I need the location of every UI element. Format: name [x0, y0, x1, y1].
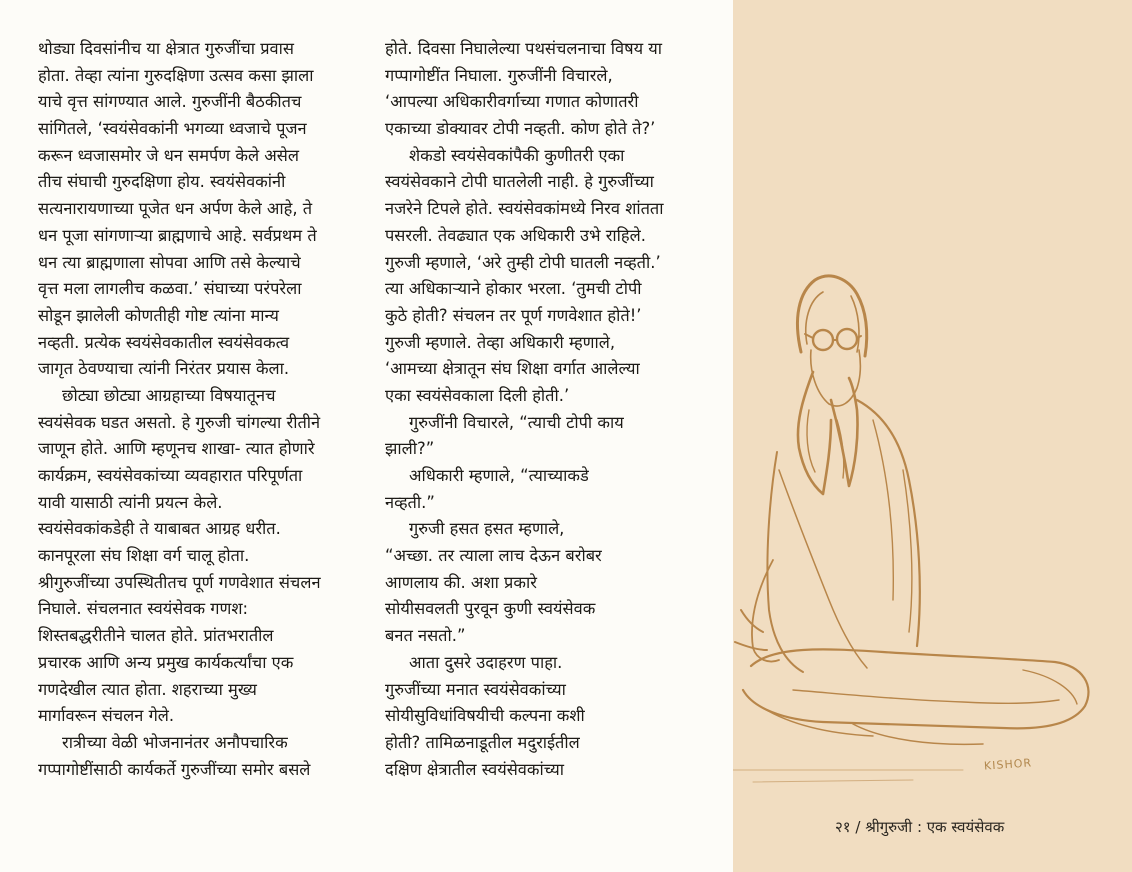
text-line: नव्हती.”: [385, 492, 435, 512]
text-line: होते. दिवसा निघालेल्या पथसंचलनाचा विषय या: [385, 39, 663, 58]
page-footer: [835, 817, 1004, 837]
text-line: आणलाय की. अशा प्रकारे: [385, 572, 537, 592]
text-line: अधिकारी म्हणाले, “त्याच्याकडे: [409, 466, 589, 485]
text-line: “अच्छा. तर त्याला लाच देऊन बरोबर: [385, 546, 602, 566]
text-line: स्वयंसेवकाने टोपी घातलेली नाही. हे गुरुजींच्या: [385, 172, 654, 192]
text-line: थोड्या दिवसांनीच या क्षेत्रात गुरुजींचा प्रवास: [38, 39, 294, 58]
text-line: सांगितले, ‘स्वयंसेवकांनी भगव्या ध्वजाचे पूजन: [38, 119, 307, 139]
text-line: कुठे होती? संचलन तर पूर्ण गणवेशात होते!’: [385, 305, 642, 325]
text-line: करून ध्वजासमोर जे धन समर्पण केले असेल: [38, 145, 299, 165]
text-line: याचे वृत्त सांगण्यात आले. गुरुजींनी बैठकीतच: [38, 92, 302, 112]
text-line: रात्रीच्या वेळी भोजनानंतर अनौपचारिक: [62, 732, 288, 752]
text-line: तीच संघाची गुरुदक्षिणा होय. स्वयंसेवकांनी: [38, 172, 286, 192]
text-line: निघाले. संचलनात स्वयंसेवक गणश:: [38, 599, 249, 619]
text-line: सोयीसवलती पुरवून कुणी स्वयंसेवक: [385, 599, 596, 619]
text-line: आता दुसरे उदाहरण पाहा.: [409, 652, 563, 672]
text-line: गप्पागोष्टींसाठी कार्यकर्ते गुरुजींच्या समोर बसले: [38, 759, 311, 779]
text-line: पसरली. तेवढ्यात एक अधिकारी उभे राहिले.: [385, 225, 646, 245]
text-line: गुरुजींच्या मनात स्वयंसेवकांच्या: [385, 679, 566, 699]
text-line: ‘आपल्या अधिकारीवर्गाच्या गणात कोणातरी: [385, 92, 639, 112]
text-line: दक्षिण क्षेत्रातील स्वयंसेवकांच्या: [385, 759, 564, 779]
text-line: छोट्या छोट्या आग्रहाच्या विषयातूनच: [62, 385, 276, 405]
text-line: एकाच्या डोक्यावर टोपी नव्हती. कोण होते ते?’: [385, 119, 656, 139]
text-line: झाली?”: [385, 439, 435, 459]
text-line: गुरुजी हसत हसत म्हणाले,: [409, 519, 565, 539]
text-line: गुरुजी म्हणाले. तेव्हा अधिकारी म्हणाले,: [385, 332, 616, 352]
text-line: एका स्वयंसेवकाला दिली होती.’: [385, 385, 570, 405]
artist-signature: KISHOR: [983, 756, 1033, 773]
text-line: धन त्या ब्राह्मणाला सोपवा आणि तसे केल्याचे: [38, 252, 301, 272]
text-line: श्रीगुरुजींच्या उपस्थितीतच पूर्ण गणवेशात संचलन: [38, 572, 321, 592]
text-line: बनत नसतो.”: [385, 626, 466, 646]
text-line: गुरुजी म्हणाले, ‘अरे तुम्ही टोपी घातली नव्हती.’: [385, 252, 661, 272]
text-line: प्रचारक आणि अन्य प्रमुख कार्यकर्त्यांचा एक: [38, 652, 294, 672]
left-text-column: [38, 36, 383, 783]
text-line: गणदेखील त्यात होता. शहराच्या मुख्य: [38, 679, 257, 699]
text-line: गुरुजींनी विचारले, “त्याची टोपी काय: [409, 412, 624, 432]
text-line: सोयीसुविधांविषयीची कल्पना कशी: [385, 706, 585, 726]
text-line: होता. तेव्हा त्यांना गुरुदक्षिणा उत्सव कसा झाला: [38, 65, 314, 85]
illustration-panel: [733, 0, 1132, 872]
text-line: जागृत ठेवण्याचा त्यांनी निरंतर प्रयास केला.: [38, 359, 290, 379]
text-line: स्वयंसेवकांकडेही ते याबाबत आग्रह धरीत.: [38, 519, 281, 539]
text-line: शिस्तबद्धरीतीने चालत होते. प्रांतभरातील: [38, 626, 274, 646]
text-line: नव्हती. प्रत्येक स्वयंसेवकातील स्वयंसेवकत्व: [38, 332, 290, 352]
text-line: जाणून होते. आणि म्हणूनच शाखा- त्यात होणारे: [38, 439, 315, 459]
text-line: वृत्त मला लागलीच कळवा.’ संघाच्या परंपरेला: [38, 279, 302, 299]
middle-text-column: [385, 36, 721, 783]
text-line: स्वयंसेवक घडत असतो. हे गुरुजी चांगल्या रीतीने: [38, 412, 321, 432]
text-line: ‘आमच्या क्षेत्रातून संघ शिक्षा वर्गात आलेल्या: [385, 359, 640, 379]
text-line: होती? तामिळनाडूतील मदुराईतील: [385, 732, 580, 752]
page-number: २१: [835, 818, 851, 836]
seated-sage-sketch-icon: [733, 0, 1132, 872]
text-line: त्या अधिकाऱ्याने होकार भरला. ‘तुमची टोपी: [385, 279, 642, 299]
book-title: श्रीगुरुजी : एक स्वयंसेवक: [865, 818, 1005, 836]
text-line: कार्यक्रम, स्वयंसेवकांच्या व्यवहारात परिपूर्णता: [38, 466, 303, 485]
text-line: यावी यासाठी त्यांनी प्रयत्न केले.: [38, 492, 223, 512]
footer-separator: /: [855, 818, 861, 836]
text-line: नजरेने टिपले होते. स्वयंसेवकांमध्ये निरव शांतता: [385, 199, 664, 219]
text-line: मार्गावरून संचलन गेले.: [38, 706, 175, 726]
text-line: सत्यनारायणाच्या पूजेत धन अर्पण केले आहे, ते: [38, 199, 313, 219]
text-line: सोडून झालेली कोणतीही गोष्ट त्यांना मान्य: [38, 305, 279, 325]
text-line: शेकडो स्वयंसेवकांपैकी कुणीतरी एका: [409, 145, 625, 165]
text-line: धन पूजा सांगणाऱ्या ब्राह्मणाचे आहे. सर्वप्रथम ते: [38, 225, 317, 245]
text-line: कानपूरला संघ शिक्षा वर्ग चालू होता.: [38, 546, 250, 566]
text-line: गप्पागोष्टींत निघाला. गुरुजींनी विचारले,: [385, 65, 613, 85]
